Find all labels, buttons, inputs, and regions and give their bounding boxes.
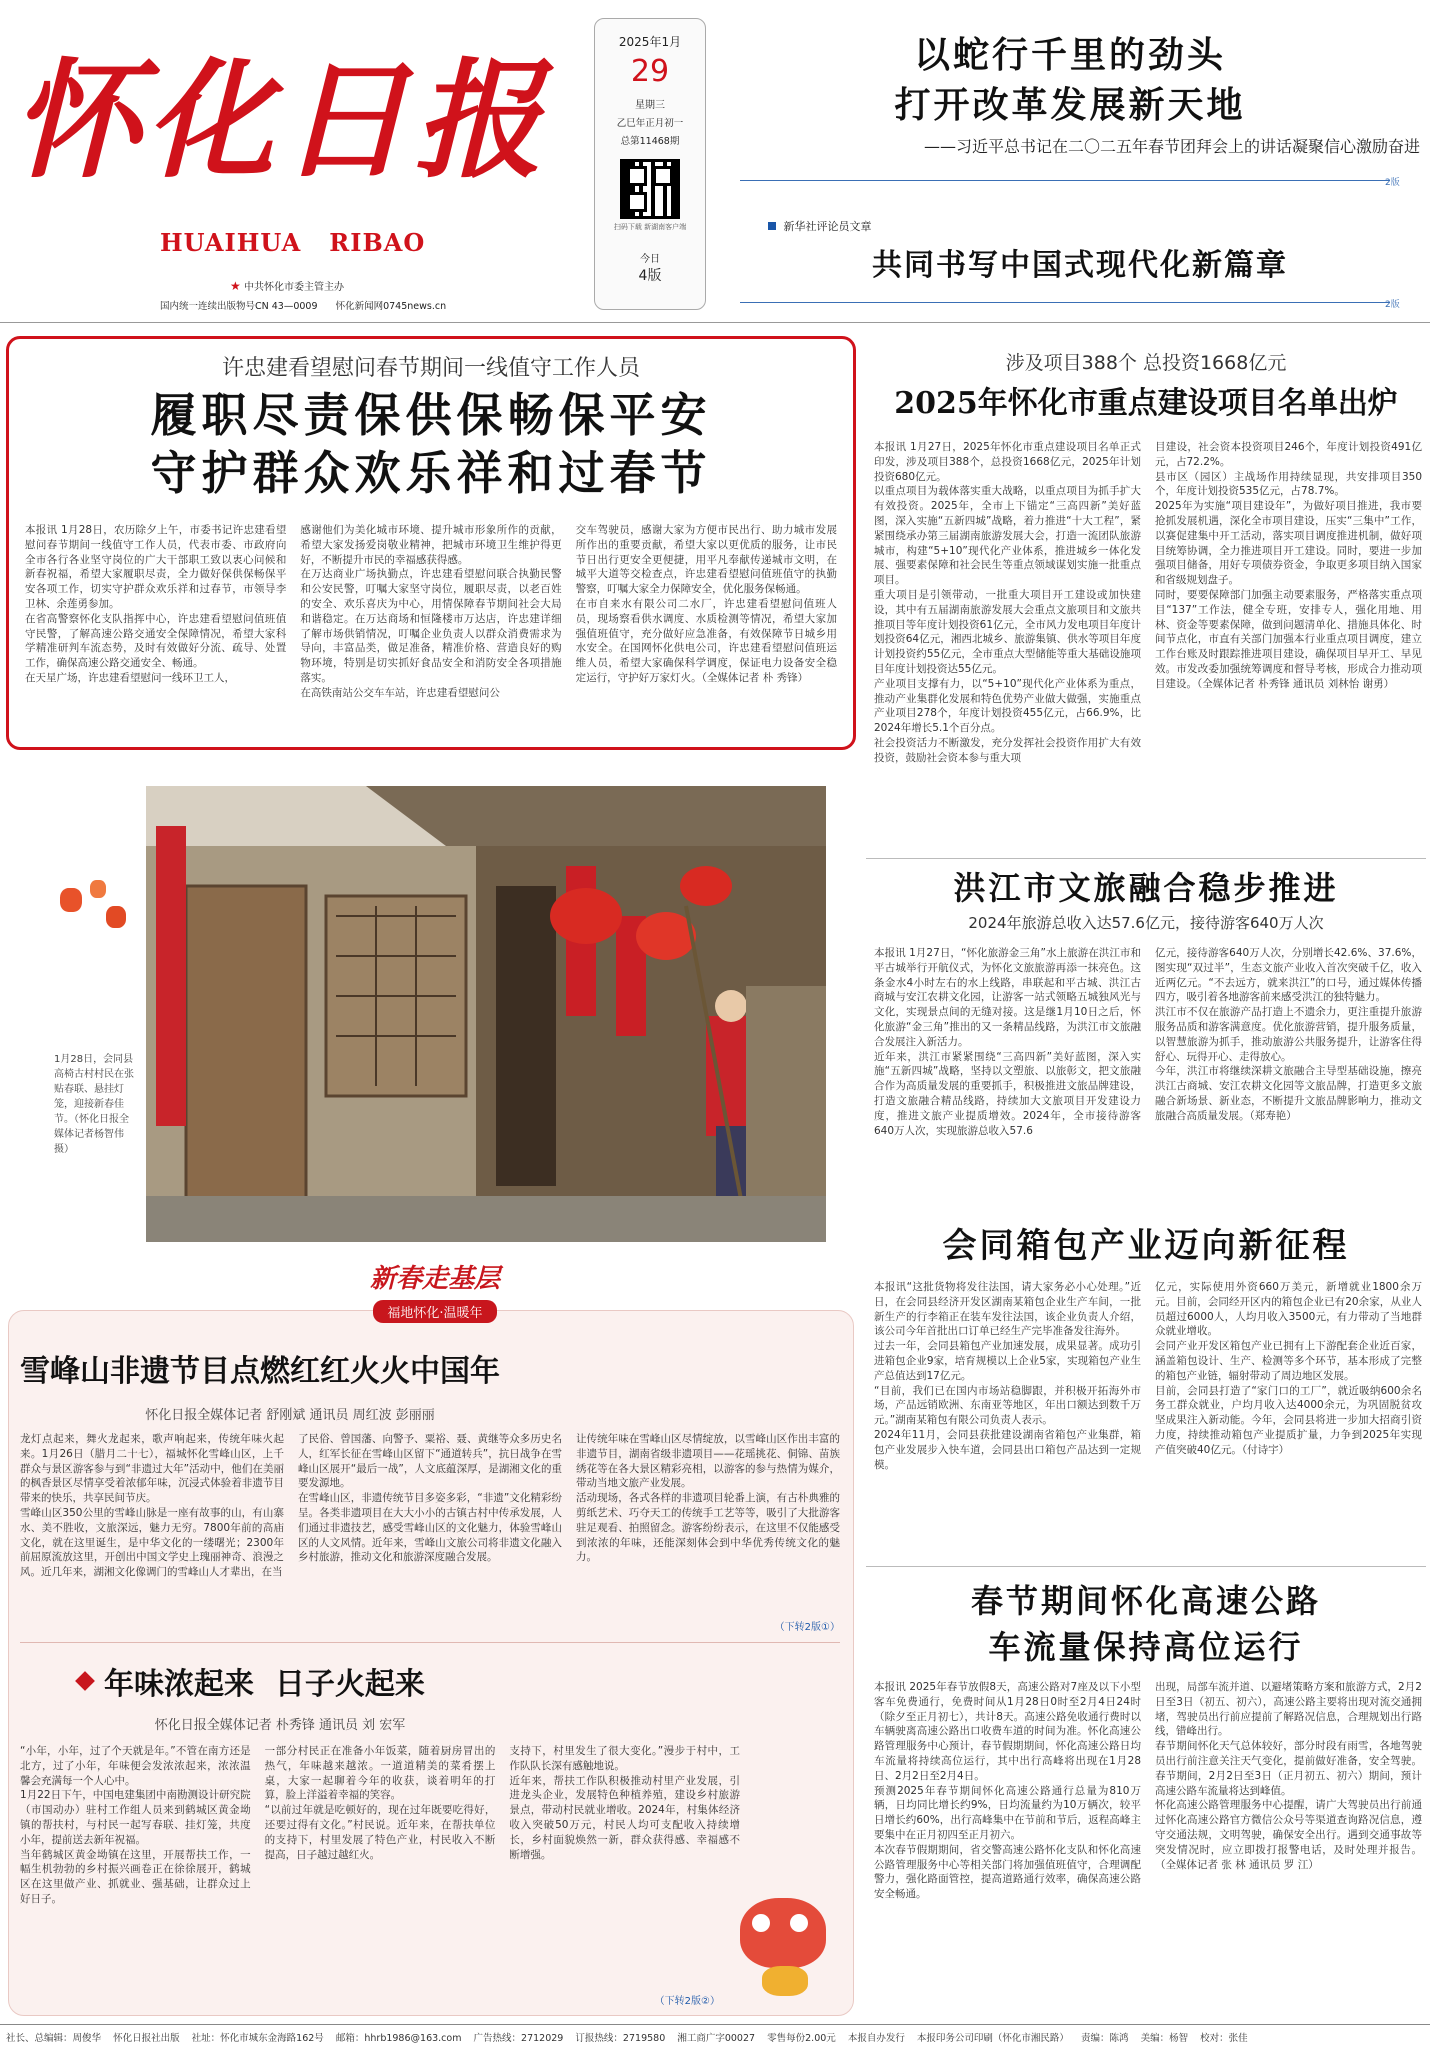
masthead-divider: [0, 322, 1430, 323]
hongjiang-body: [874, 946, 1422, 1236]
footer-text: 社长、总编辑：周俊华 怀化日报社出版 社址：怀化市城东金海路162号 邮箱：hhrb1986@163.com 广告热线：2712029 订报热线：2719580 湘工商广字00027 零售每份2.00元 本报自办发行 本报印务公司印刷（怀化市湘民路） 责编：陈鸿 美编：杨智 校对：张佳: [6, 2033, 1248, 2044]
masthead: [0, 0, 1430, 318]
nianwei-title-row: [70, 1660, 530, 1710]
cn-number-line: [160, 298, 446, 314]
commentary-title[interactable]: 共同书写中国式现代化新篇章: [872, 248, 1288, 283]
lunar-date: 乙巳年正月初一: [616, 118, 684, 129]
highway-col-1: 本报讯 2025年春节放假8天，高速公路对7座及以下小型客车免费通行，免费时间从1月28日0时至2月4日24时（除夕至正月初七），共计8天。高速公路免收通行费时以车辆驶离高速公路出口收费车道的时间为准。怀化高速公路管理服务中心预计，春节假期期间，怀化高速公路日均车流量将持续高位运行，其中出行高峰将出现在1月28日、2月2日至2月4日。 预测2025年春节期间怀化高速公路通行总量为810万辆，日均同比增长约9%，日均流量约为10万辆次，较平日增长约60%，出行高峰集中在节前和节后，返程高峰主要集中在正月初四至正月初六。 本次春节假期期间，省交警高速公路怀化支队和怀化高速公路管理服务中心等相关部门将加强值班值守，合理调配警力，强化路面管控，提高道路通行效率，确保高速公路安全畅通。: [874, 1681, 1141, 1901]
commentary-page-ref[interactable]: 2版: [1385, 300, 1400, 310]
key-projects-title[interactable]: 2025年怀化市重点建设项目名单出炉: [894, 386, 1398, 421]
xuefeng-col-1: 龙灯点起来，舞火龙起来，歌声响起来，传统年味火起来。1月26日（腊月二十七），福城怀化雪峰山区，上千群众与景区游客参与到“非遗过大年”活动中，他们在美丽的枫香景区尽情享受着浓郁年味，沉浸式体验着非遗节目带来的快乐，共享民间节庆。 雪峰山区350公里的雪峰山脉是一座有故事的山，有山寨水、美不胜收，文旅深远，魅力无穷。7800年前的高庙文化，就在这里诞生，是中华文化的一缕曙光；2300年前屈原流放这里，开创出中国文学史上瑰丽神奇、浪漫之风。近几年来，湖湘文化像调门的雪峰山人才辈出，在当: [20, 1433, 284, 1579]
commentary-rule: [740, 302, 1390, 303]
nianwei-page-ref[interactable]: （下转2版②）: [654, 1996, 720, 2007]
huitong-col-2: 亿元，实际使用外资660万美元，新增就业1800余万元。目前，会同经开区内的箱包企业已有20余家，从业人员超过6000人，人均月收入3500元，有力带动了当地群众就业增收。 会同产业开发区箱包产业已拥有上下游配套企业近百家，涵盖箱包设计、生产、检测等多个环节，基本形成了完整的箱包产业链，辐射带动了周边地区发展。 目前，会同县打造了“家门口的工厂”，就近吸纳600余名务工群众就业，户均月收入达4000余元，为巩固脱贫攻坚成果注入新动能。今年，会同县将进一步加大招商引资力度，持续推动箱包产业提质扩量，力争到2025年实现产值突破40亿元。（付诗宇）: [1155, 1281, 1422, 1456]
masthead-pinyin: HUAIHUA RIBAO: [160, 228, 426, 257]
issue-number: 总第11468期: [620, 136, 680, 147]
key-projects-kicker: 涉及项目388个 总投资1668亿元: [1005, 352, 1287, 374]
xuefeng-title[interactable]: 雪峰山非遗节目点燃红红火火中国年: [20, 1354, 500, 1389]
publisher-line: [230, 278, 344, 294]
nianwei-body: [20, 1744, 840, 2006]
top-story-page-ref[interactable]: 2版: [1385, 178, 1400, 188]
lead-story-body: [25, 523, 837, 735]
weekday: 星期三: [635, 100, 665, 111]
lead-story-col-1: 本报讯 1月28日，农历除夕上午，市委书记许忠建看望慰问春节期间一线值守工作人员，代表市委、市政府向全市各行各业坚守岗位的广大干部职工致以衷心问候和新春祝福，希望大家履职尽责，全力做好保供保畅保平安各项工作，切实守护群众欢乐祥和过春节，市领导李卫林、余莲勇参加。 在省高警察怀化支队指挥中心，许忠建看望慰问值班值守民警，了解高速公路交通安全保障情况，希望大家科学精准研判车流态势，及时有效做好分流、疏导、处置工作，确保高速公路交通安全、畅通。 在天星广场，许忠建看望慰问一线环卫工人，: [25, 524, 287, 684]
village-photo-svg: [146, 786, 826, 1242]
xuefeng-byline: 怀化日报全媒体记者 舒刚斌 通讯员 周红波 彭丽丽: [145, 1408, 435, 1423]
highway-body: [874, 1680, 1422, 2010]
nianwei-col-2: 一部分村民正在准备小年饭菜，随着厨房冒出的热气，年味越来越浓。一道道精美的菜肴摆上桌，大家一起聊着今年的收获，谈着明年的打算，脸上洋溢着幸福的笑容。 “以前过年就是吃顿好的，现在过年既要吃得好，还要过得有文化。”村民说。近年来，在帮扶单位的支持下，村里发展了特色产业，村民收入不断提高，日子越过越红火。: [264, 1745, 496, 1861]
key-projects-rule: [866, 858, 1426, 859]
publisher-text: 中共怀化市委主管主办: [243, 282, 344, 293]
lead-story-box: [6, 336, 856, 750]
top-story-rule: [740, 180, 1390, 181]
key-projects-body: [874, 440, 1422, 850]
lead-story-col-3: 交车驾驶员，感谢大家为方便市民出行、助力城市发展所作出的重要贡献，希望大家以更优质的服务，让市民节日出行更安全更便捷，用平凡奉献传递城市文明，在城平大道等交检查点，许忠建看望慰问值班值守的执勤警察，叮嘱大家全力保障安全，优化服务保畅通。 在市自来水有限公司二水厂，许忠建看望慰问值班人员，现场察看供水调度、水质检测等情况，希望大家加强值班值守，充分做好应急准备，有效保障节日城乡用水安全。在国网怀化供电公司，许忠建看望慰问值班运维人员，希望大家确保科学调度，保证电力设备安全稳定运行，守护好万家灯火。（全媒体记者 朴 秀锋）: [575, 524, 837, 684]
hongjiang-title[interactable]: 洪江市文旅融合稳步推进: [953, 869, 1339, 907]
hongjiang-col-1: 本报讯 1月27日，“怀化旅游金三角”水上旅游在洪江市和平古城举行开航仪式，为怀化文旅旅游再添一抹亮色。这条金水4小时左右的水上线路，串联起和平古城、洪江古商城与安江农耕文化园，让游客一站式领略五城独风光与文化，实现景点间的无缝对接。这是继1月10日之后，怀化旅游“金三角”推出的又一条精品线路，为洪江市文旅融合发展注入新活力。 近年来，洪江市紧紧围绕“三高四新”美好蓝图，深入实施“五新四城”战略，坚持以文塑旅、以旅彰文，把文旅融合作为高质量发展的重要抓手，积极推进文旅品牌建设，打造文旅融合精品线路，持续加大文旅项目开发建设力度，推进文旅产业提质增效。2024年，全市接待游客640万人次，实现旅游总收入57.6: [874, 947, 1141, 1137]
commentary-label: 新华社评论员文章: [783, 220, 872, 233]
huitong-col-1: 本报讯“这批货物将发往法国，请大家务必小心处理。”近日，在会同县经济开发区湖南某箱包企业生产车间，一批新生产的行李箱正在装车发往法国，该企业负责人介绍，该公司今年首批出口订单已经生产完毕准备发往海外。 过去一年，会同县箱包产业加速发展，成果显著。成功引进箱包企业9家，培育规模以上企业5家，实现箱包产业生产总值达到17亿元。 “目前，我们已在国内市场站稳脚跟，并积极开拓海外市场，产品远销欧洲、东南亚等地区，年出口额达到数千万元。”湖南某箱包有限公司负责人表示。 2024年11月，会同县获批建设湖南省箱包产业集群，箱包产业发展步入快车道，会同县出口箱包产品达到一定规模。: [874, 1281, 1141, 1471]
lead-story-title-2[interactable]: 守护群众欢乐祥和过春节: [150, 446, 712, 500]
qr-code-icon[interactable]: [620, 159, 680, 219]
date-year-month: 2025年1月: [618, 35, 682, 49]
xuefeng-col-2: 了民俗、曾国藩、向警予、粟裕、聂、黄继等众多历史名人，红军长征在雪峰山区留下“通道转兵”，抗日战争在雪峰山区展开“最后一战”，人文底蕴深厚，是湖湘文化的重要发源地。 在雪峰山区，非遗传统节目多姿多彩，“非遗”文化精彩纷呈。各类非遗项目在大大小小的古镇古村中传承发展，人们通过非遗技艺，感受雪峰山区的文化魅力，体验雪峰山区的人文风情。近年来，雪峰山文旅公司将非遗文化融入乡村旅游，推动文化和旅游深度融合发展。: [298, 1433, 562, 1564]
huitong-body: [874, 1280, 1422, 1560]
commentary-label-row: [768, 218, 872, 234]
hongjiang-subtitle: 2024年旅游总收入达57.6亿元，接待游客640万人次: [968, 914, 1324, 932]
lead-story-col-2: 感谢他们为美化城市环境、提升城市形象所作的贡献，希望大家发扬爱岗敬业精神，把城市环境卫生维护得更好，不断提升市民的幸福感获得感。 在万达商业广场执勤点，许忠建看望慰问联合执勤民警和公安民警，叮嘱大家坚守岗位，履职尽责，以老百姓的安全、欢乐喜庆为中心，用情保障春节期间社会大局和谐稳定。在万达商场和恒隆楼市万达店，许忠建详细了解市场供销情况，叮嘱企业负责人以群众消费需求为导向，丰富品类，做足准备，精准价格、营造良好的购物环境，特别是切实抓好食品安全和消防安全各项措施落实。 在高铁南站公交车车站，许忠建看望慰问公: [300, 524, 562, 699]
feature-badge: [320, 1262, 550, 1334]
nianwei-col-1: “小年，小年，过了个天就是年。”不管在南方还是北方，过了小年，年味便会发浓浓起来，浓浓温馨会充满每一个人心中。 1月22日下午，中国电建集团中南勘测设计研究院（市国动办）驻村工作组人员来到鹤城区黄金坳镇的帮扶村，与村民一起写春联、挂灯笼，共度小年，提前送去新年祝福。 当年鹤城区黄金坳镇在这里，开展帮扶工作，一幅生机勃勃的乡村振兴画卷正在徐徐展开，鹤城区在这里做产业、抓就业、强基础，让群众过上好日子。: [20, 1745, 251, 1905]
nianwei-byline: 怀化日报全媒体记者 朴秀锋 通讯员 刘 宏军: [154, 1718, 406, 1733]
xuefeng-page-ref[interactable]: （下转2版①）: [774, 1622, 840, 1633]
pages-label: 今日: [640, 254, 660, 265]
hongjiang-col-2: 亿元，接待游客640万人次，分别增长42.6%、37.6%，图实现“双过半”，生态文旅产业收入首次突破千亿，收入近两亿元。“不去远方，就来洪江”的口号，通过媒体传播四方，吸引着各地游客前来感受洪江的独特魅力。 洪江市不仅在旅游产品打造上不遗余力，更注重提升旅游服务品质和游客满意度。优化旅游营销，提升服务质量，以智慧旅游为抓手，推动旅游公共服务提升，让游客住得舒心、玩得开心、走得放心。 今年，洪江市将继续深耕文旅融合主导型基础设施，擦亮洪江古商城、安江农耕文化园等文旅品牌，打造更多文旅融合新场景、新业态，不断提升文旅品牌影响力，推动文旅融合高质量发展。（郑寿艳）: [1155, 947, 1422, 1122]
nianwei-col-3: 支持下，村里发生了很大变化。”漫步于村中，工作队队长深有感触地说。 近年来，帮扶工作队积极推动村里产业发展，引进龙头企业，发展特色种植养殖，建设乡村旅游景点，带动村民就业增收。2024年，村集体经济收入突破50万元，村民人均可支配收入持续增长，乡村面貌焕然一新，群众获得感、幸福感不断增强。: [509, 1745, 741, 1861]
village-photo[interactable]: [146, 786, 826, 1242]
masthead-logo: 怀化日报: [12, 46, 549, 196]
feature-divider: [20, 1642, 840, 1643]
diamond-bullet-icon: [75, 1671, 95, 1691]
key-projects-col-1: 本报讯 1月27日，2025年怀化市重点建设项目名单正式印发，涉及项目388个，总投资1668亿元，2025年计划投资680亿元。 以重点项目为载体落实重大战略，以重点项目为抓手扩大有效投资。2025年，全市上下锚定“三高四新”美好蓝图，深入实施“五新四城”战略，着力推进“十大工程”，紧紧围绕承办第三届湖南旅游发展大会，打造一流团队旅游城市，构建“5+10”现代化产业体系，推进城乡一体化发展、强要素保障和社会民生等重点领域谋划实施一批重点项目。 重大项目是引领带动，一批重大项目开工建设或加快建设，其中有五届湖南旅游发展大会重点文旅项目和文旅共推项目等年度计划投资61亿元，全市风力发电项目年度计划投资64亿元，湘西北城乡、旅游集镇、供水等项目年度计划投资约55亿元，全市重点大型储能等重大基础设施项目年度计划投资达55亿元。 产业项目支撑有力，以“5+10”现代化产业体系为重点，推动产业集群化发展和特色优势产业做大做强，实施重点产业项目278个，年度计划投资455亿元，占66.9%，比2024年增长5.1个百分点。 社会投资活力不断激发，充分发挥社会投资作用扩大有效投资，鼓励社会资本参与重大项: [874, 441, 1141, 764]
feature-badge-main: 新春走基层: [369, 1264, 500, 1294]
top-story-title-2[interactable]: 打开改革发展新天地: [894, 84, 1246, 126]
pages-count: 4版: [638, 268, 662, 284]
photo-caption: 1月28日，会同县高椅古村村民在张贴春联、悬挂灯笼，迎接新春佳节。（怀化日报全媒体记者杨智伟摄）: [54, 1054, 134, 1155]
lead-story-kicker: 许忠建看望慰问春节期间一线值守工作人员: [221, 356, 640, 381]
lion-dance-icon: [726, 1880, 842, 2000]
top-story-title-1[interactable]: 以蛇行千里的劲头: [913, 34, 1226, 76]
key-projects-col-2: 目建设，社会资本投资项目246个，年度计划投资491亿元，占72.2%。 县市区（园区）主战场作用持续显现，共安排项目350个，年度计划投资535亿元，占78.7%。 2025年为实施“项目建设年”，为做好项目推进，我市要抢抓发展机遇，深化全市项目建设，压实“三集中”工作，以赛促建集中开工活动，落实项目调度推进机制，做好项目统筹协调，全力推进项目开工建设。同时，要进一步加强项目储备，用好专项债券资金，争取更多项目纳入国家和省级规划盘子。 同时，要要保障部门加强主动要素服务，严格落实重点项目“137”工作法，健全专班，安排专人，强化用地、用林、资金等要素保障，做到问题清单化、措施具体化、时间节点化，市直有关部门加强本行业重点项目调度，建立工作台账及时跟踪推进项目建设，确保项目早开工、早见效。市发改委加强统筹调度和督导考核，形成合力推动项目建设。（全媒体记者 朴秀锋 通讯员 刘林怡 谢勇）: [1155, 441, 1422, 690]
square-bullet-icon: [768, 222, 776, 230]
footer-rule: [0, 2024, 1430, 2025]
highway-title-1[interactable]: 春节期间怀化高速公路: [970, 1582, 1321, 1620]
huitong-title[interactable]: 会同箱包产业迈向新征程: [866, 1220, 1426, 1272]
highway-title-2[interactable]: 车流量保持高位运行: [988, 1628, 1304, 1666]
top-story-subtitle: ——习近平总书记在二〇二五年春节团拜会上的讲话凝聚信心激励奋进: [923, 137, 1420, 156]
lead-story-title-1[interactable]: 履职尽责保供保畅保平安: [150, 388, 712, 442]
feature-badge-sub: 福地怀化·温暖年: [373, 1300, 496, 1323]
date-box: [594, 18, 706, 310]
huitong-rule: [866, 1566, 1426, 1567]
cn-number: 国内统一连续出版物号CN 43—0009: [160, 301, 318, 312]
xuefeng-col-3: 让传统年味在雪峰山区尽情绽放，以雪峰山区作出丰富的非遗节目，湖南省级非遗项目——花瑶挑花、侗锦、苗族绣花等在各大景区精彩亮相，以游客的参与热情为媒介，带动当地文旅产业发展。 活动现场，各式各样的非遗项目轮番上演，有古朴典雅的剪纸艺术、巧夺天工的传统手工艺等等，吸引了大批游客驻足观看、拍照留念。游客纷纷表示，在这里不仅能感受到浓浓的年味，还能深刻体会到中华优秀传统文化的魅力。: [576, 1433, 840, 1564]
website: 怀化新闻网0745news.cn: [335, 301, 447, 312]
highway-col-2: 出现，局部车流并道、以避堵策略方案和旅游方式，2月2日至3日（初五、初六），高速公路主要将出现对流交通拥堵，驾驶员出行前应提前了解路况信息，合理规划出行路线，错峰出行。 春节期间怀化天气总体较好，部分时段有雨雪，各地驾驶员出行前注意关注天气变化，提前做好准备，安全驾驶。春节期间，2月2日至3日（正月初五、初六）期间，预计高速公路车流量将达到峰值。 怀化高速公路管理服务中心提醒，请广大驾驶员出行前通过怀化高速公路官方微信公众号等渠道查询路况信息，遵守交通法规，文明驾驶，确保安全出行。遇到交通事故等突发情况时，应立即拨打报警电话，及时处理并报告。（全媒体记者 张 林 通讯员 罗 江）: [1155, 1681, 1422, 1871]
xuefeng-body: [20, 1432, 840, 1626]
nianwei-title[interactable]: 年味浓起来 日子火起来: [104, 1667, 425, 1702]
party-emblem-icon: ★: [230, 279, 241, 293]
date-day: 29: [630, 54, 670, 89]
qr-caption: 扫码下载 新湖南客户端: [613, 223, 687, 231]
lantern-decoration-icon: [60, 880, 130, 940]
